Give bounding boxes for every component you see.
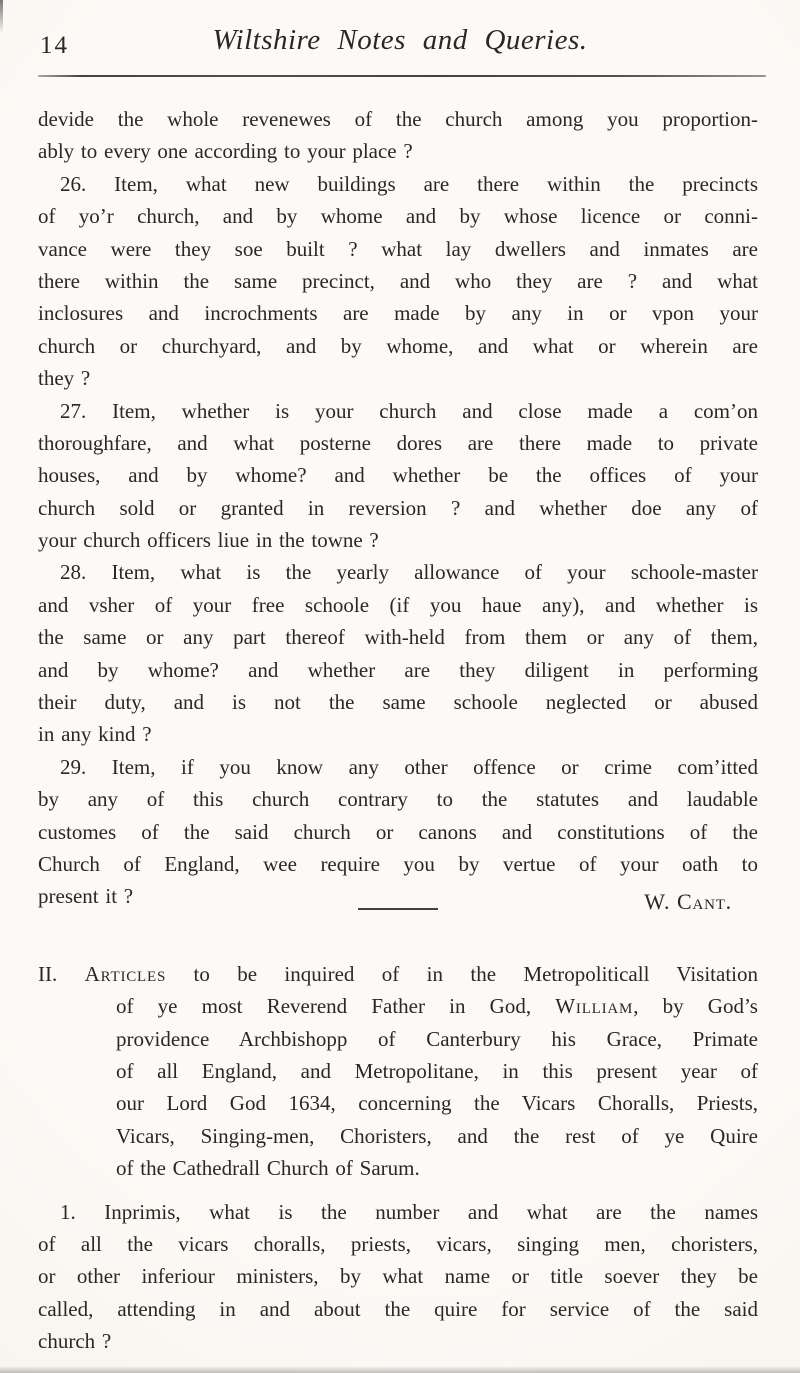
text-line	[116, 990, 758, 1022]
signature	[38, 887, 758, 917]
text-line: and vsher of your free schoole (if you haue any), and whether is	[38, 592, 758, 617]
paragraph-26	[38, 168, 758, 395]
text-segment: II.	[38, 961, 85, 986]
text-segment: , by God’s	[633, 994, 758, 1019]
paragraph-25-continuation	[38, 103, 758, 168]
section-divider	[358, 908, 438, 910]
text-line: in any kind ?	[38, 722, 152, 747]
text-line: church ?	[38, 1329, 112, 1354]
text-line: Church of England, wee require you by vertue of your oath to	[38, 851, 758, 876]
text-line: Vicars, Singing-men, Choristers, and the rest of ye Quire	[116, 1123, 758, 1148]
text-line: of yo’r church, and by whome and by whose licence or conni-	[38, 204, 758, 229]
text-line: 1. Inprimis, what is the number and what are the names	[60, 1199, 758, 1224]
text-segment: Articles	[84, 961, 167, 986]
text-line: by any of this church contrary to the statutes and laudable	[38, 787, 758, 812]
text-line: they ?	[38, 366, 91, 391]
header-rule	[38, 75, 766, 77]
text-line: your church officers liue in the towne ?	[38, 528, 379, 553]
paragraph-28	[38, 556, 758, 750]
paragraph-1-inprimis	[38, 1196, 758, 1358]
text-line: their duty, and is not the same schoole neglected or abused	[38, 690, 758, 715]
text-line: 27. Item, whether is your church and close made a com’on	[60, 398, 758, 423]
text-line: vance were they soe built ? what lay dwellers and inmates are	[38, 236, 758, 261]
signature-text: Cant.	[676, 888, 732, 914]
text-line: called, attending in and about the quire for service of the said	[38, 1296, 758, 1321]
text-line: devide the whole revenewes of the church among you proportion-	[38, 107, 758, 131]
text-line: inclosures and incrochments are made by any in or vpon your	[38, 301, 758, 326]
text-line: 26. Item, what new buildings are there within the precincts	[60, 171, 758, 196]
text-line: 28. Item, what is the yearly allowance of your schoole-master	[60, 560, 758, 585]
paragraph-27	[38, 395, 758, 557]
text-line: present it ?	[38, 884, 134, 909]
text-line	[38, 958, 758, 990]
text-line: our Lord God 1634, concerning the Vicars Choralls, Priests,	[116, 1091, 758, 1116]
text-line: the same or any part thereof with-held from them or any of them,	[38, 625, 758, 650]
text-line: and by whome? and whether are they diligent in performing	[38, 657, 758, 682]
text-line: ably to every one according to your place ?	[38, 139, 413, 164]
text-line: customes of the said church or canons and constitutions of the	[38, 819, 758, 844]
text-segment: to be inquired of in the Metropoliticall Visitation	[166, 961, 758, 986]
text-line: or other inferiour ministers, by what name or title soever they be	[38, 1264, 758, 1289]
signature-text: W.	[644, 888, 677, 914]
text-segment: William	[555, 994, 634, 1019]
page-number: 14	[40, 32, 69, 59]
text-line: 29. Item, if you know any other offence or crime com’itted	[60, 754, 758, 779]
text-line: church or churchyard, and by whome, and what or wherein are	[38, 333, 758, 358]
text-line: there within the same precinct, and who they are ? and what	[38, 268, 758, 293]
text-segment: of ye most Reverend Father in God,	[116, 994, 556, 1019]
text-line: of all the vicars choralls, priests, vicars, singing men, choristers,	[38, 1231, 758, 1256]
text-line: houses, and by whome? and whether be the offices of your	[38, 463, 758, 488]
text-line: providence Archbishopp of Canterbury his Grace, Primate	[116, 1026, 758, 1051]
page-body	[38, 103, 758, 1357]
text-line: of the Cathedrall Church of Sarum.	[116, 1156, 420, 1181]
page-header	[0, 24, 800, 68]
text-line: church sold or granted in reversion ? and whether doe any of	[38, 495, 758, 520]
scan-bottom-shadow	[0, 1366, 800, 1373]
text-line: thoroughfare, and what posterne dores are there made to private	[38, 430, 758, 455]
page-title: Wiltshire Notes and Queries.	[212, 24, 588, 56]
text-line: of all England, and Metropolitane, in this present year of	[116, 1058, 758, 1083]
section-ii-heading	[38, 958, 758, 1185]
